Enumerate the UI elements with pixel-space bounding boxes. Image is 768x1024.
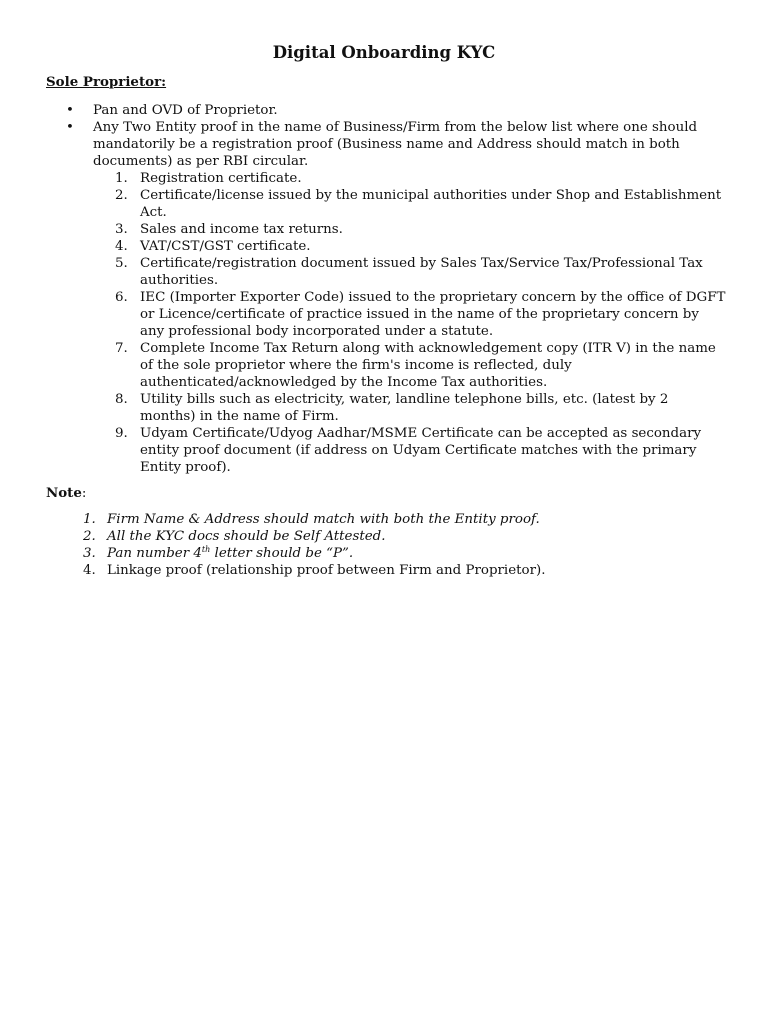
note-colon: : xyxy=(81,486,87,501)
item-number: 3. xyxy=(115,222,128,237)
list-item xyxy=(93,340,726,391)
item-text: Complete Income Tax Return along with acknowledgement copy (ITR V) in the name of the sole proprietor where the firm's income is reflected, duly authenticated/acknowledged by the Income Tax authorities. xyxy=(140,341,716,390)
note-text: All the KYC docs should be Self Attested. xyxy=(107,529,386,544)
list-item xyxy=(93,289,726,340)
note-item xyxy=(46,528,726,545)
section-heading-sole-proprietor: Sole Proprietor: xyxy=(46,74,167,90)
note-item xyxy=(46,545,726,562)
item-number: 2. xyxy=(115,188,128,203)
list-item xyxy=(93,221,726,238)
list-item xyxy=(93,187,726,221)
list-item xyxy=(93,391,726,425)
note-item xyxy=(46,562,726,579)
list-item xyxy=(93,255,726,289)
item-text: VAT/CST/GST certificate. xyxy=(140,239,311,254)
note-label: Note xyxy=(46,485,82,501)
item-text: IEC (Importer Exporter Code) issued to the proprietary concern by the office of DGFT or Licence/certificate of practice issued in the name of the proprietary concern by any professional body incorporated under a statute. xyxy=(140,290,726,339)
note-text: Linkage proof (relationship proof between Firm and Proprietor). xyxy=(107,563,546,578)
document-title: Digital Onboarding KYC xyxy=(272,43,496,62)
bullet-item xyxy=(46,119,726,476)
bullet-text: Any Two Entity proof in the name of Business/Firm from the below list where one should mandatorily be a registration proof (Business name and Address should match in both documents) as per RBI circular. xyxy=(93,120,698,169)
list-item xyxy=(93,238,726,255)
note-item xyxy=(46,511,726,528)
note-superscript: th xyxy=(201,545,211,554)
list-item xyxy=(93,425,726,476)
bullet-dot-icon: • xyxy=(66,103,74,118)
item-number: 7. xyxy=(115,341,128,356)
note-number: 4. xyxy=(83,563,96,578)
item-text: Registration certificate. xyxy=(140,171,302,186)
item-number: 5. xyxy=(115,256,128,271)
note-heading xyxy=(46,485,86,502)
item-number: 6. xyxy=(115,290,128,305)
item-text: Udyam Certificate/Udyog Aadhar/MSME Certificate can be accepted as secondary entity proof document (if address on Udyam Certificate matches with the primary Entity proof). xyxy=(140,426,702,475)
note-text-before: Pan number 4 xyxy=(107,546,202,561)
item-number: 8. xyxy=(115,392,128,407)
item-number: 9. xyxy=(115,426,128,441)
note-text-after: letter should be “P”. xyxy=(210,546,354,561)
item-text: Utility bills such as electricity, water, landline telephone bills, etc. (latest by 2 months) in the name of Firm. xyxy=(140,392,669,424)
item-text: Sales and income tax returns. xyxy=(140,222,343,237)
notes-list xyxy=(46,511,726,579)
entity-proof-list xyxy=(93,170,726,476)
item-number: 4. xyxy=(115,239,128,254)
bullet-dot-icon: • xyxy=(66,120,74,135)
note-number: 1. xyxy=(83,512,96,527)
item-text: Certificate/registration document issued by Sales Tax/Service Tax/Professional Tax authorities. xyxy=(140,256,703,288)
bullet-item xyxy=(46,102,726,119)
note-text: Firm Name & Address should match with both the Entity proof. xyxy=(107,512,540,527)
note-number: 3. xyxy=(83,546,96,561)
requirements-list xyxy=(46,102,726,476)
item-text: Certificate/license issued by the municipal authorities under Shop and Establishment Act. xyxy=(140,188,722,220)
note-number: 2. xyxy=(83,529,96,544)
list-item xyxy=(93,170,726,187)
item-number: 1. xyxy=(115,171,128,186)
bullet-text: Pan and OVD of Proprietor. xyxy=(93,103,278,118)
